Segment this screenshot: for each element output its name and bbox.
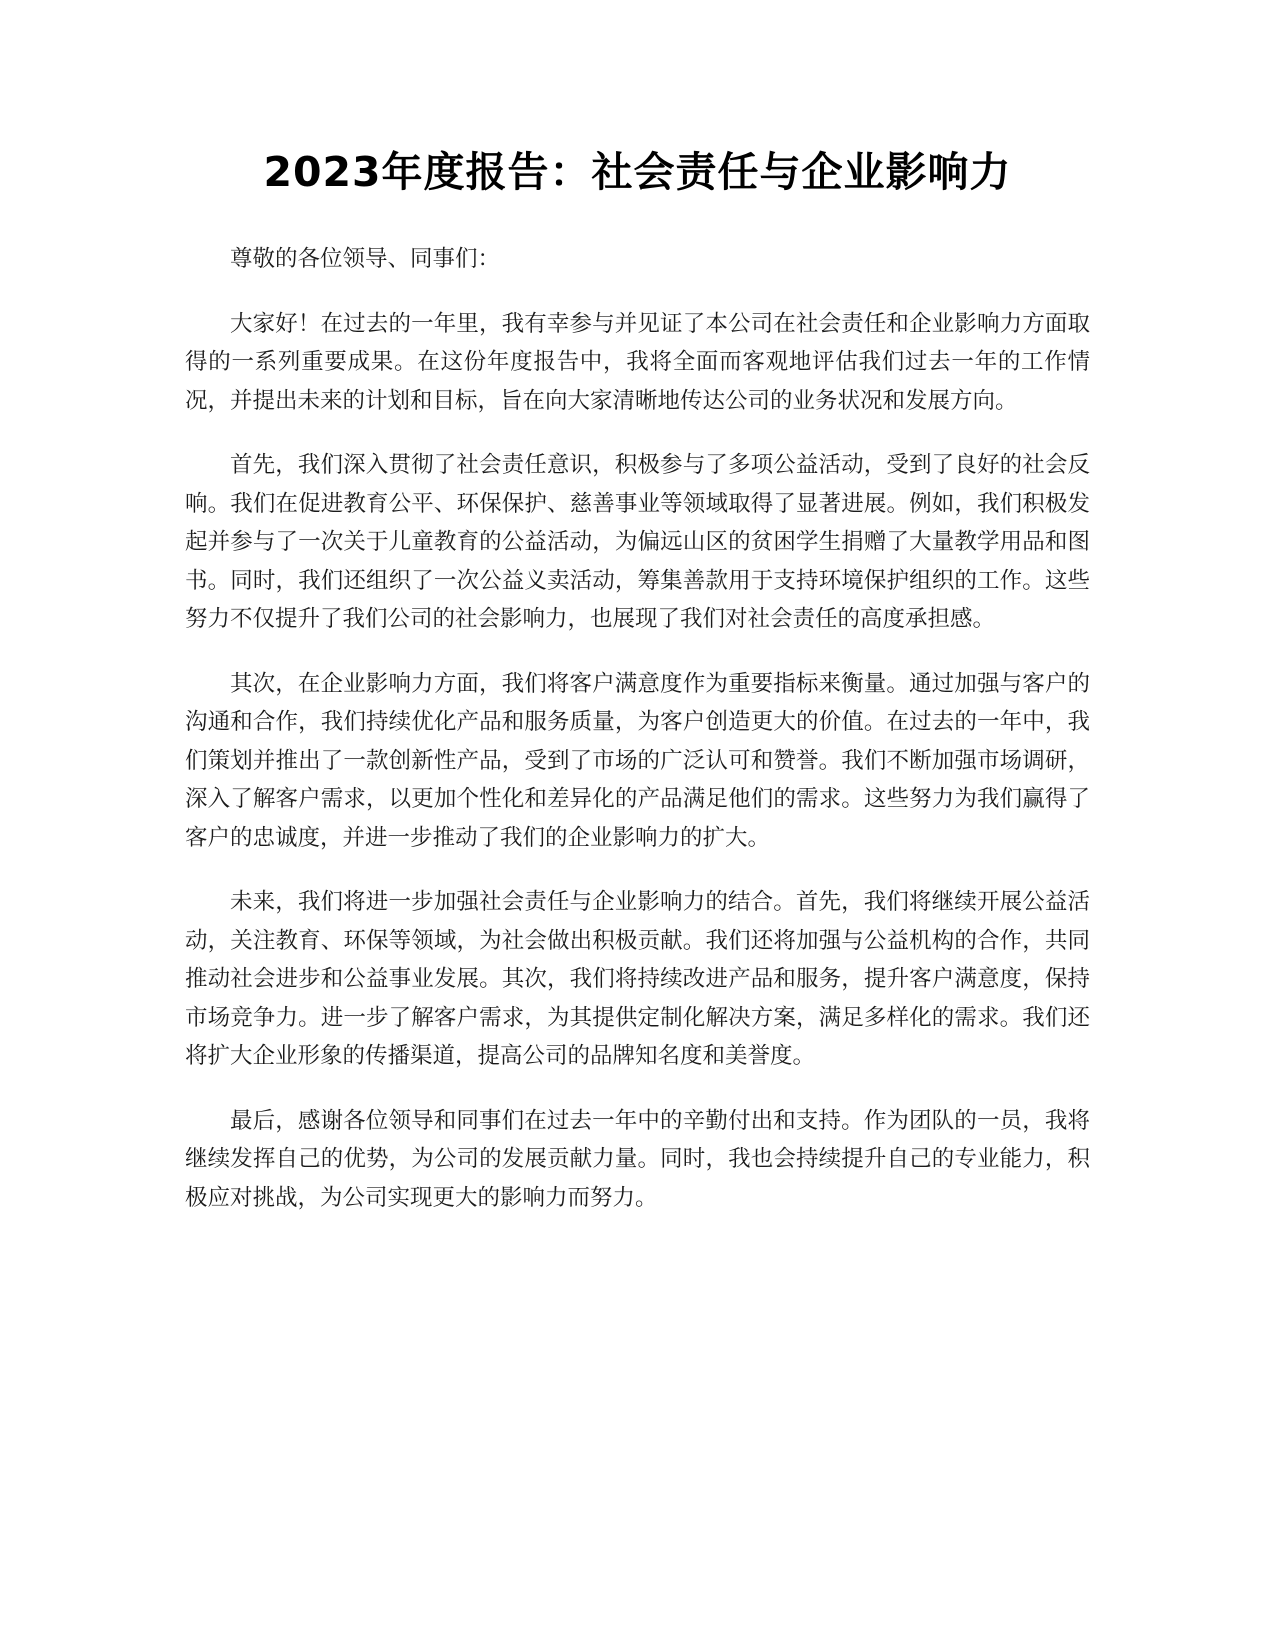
paragraph-intro: 大家好！在过去的一年里，我有幸参与并见证了本公司在社会责任和企业影响力方面取得的一系列重要成果。在这份年度报告中，我将全面而客观地评估我们过去一年的工作情况，并提出未来的计划和目标，旨在向大家清晰地传达公司的业务状况和发展方向。 xyxy=(185,310,1090,414)
paragraph-closing: 最后，感谢各位领导和同事们在过去一年中的辛勤付出和支持。作为团队的一员，我将继续发挥自己的优势，为公司的发展贡献力量。同时，我也会持续提升自己的专业能力，积极应对挑战，为公司实现更大的影响力而努力。 xyxy=(185,1107,1090,1211)
paragraph-social-responsibility: 首先，我们深入贯彻了社会责任意识，积极参与了多项公益活动，受到了良好的社会反响。我们在促进教育公平、环保保护、慈善事业等领域取得了显著进展。例如，我们积极发起并参与了一次关于儿童教育的公益活动，为偏远山区的贫困学生捐赠了大量教学用品和图书。同时，我们还组织了一次公益义卖活动，筹集善款用于支持环境保护组织的工作。这些努力不仅提升了我们公司的社会影响力，也展现了我们对社会责任的高度承担感。 xyxy=(185,452,1090,632)
paragraph-future-plans: 未来，我们将进一步加强社会责任与企业影响力的结合。首先，我们将继续开展公益活动，关注教育、环保等领域，为社会做出积极贡献。我们还将加强与公益机构的合作，共同推动社会进步和公益事业发展。其次，我们将持续改进产品和服务，提升客户满意度，保持市场竞争力。进一步了解客户需求，为其提供定制化解决方案，满足多样化的需求。我们还将扩大企业形象的传播渠道，提高公司的品牌知名度和美誉度。 xyxy=(185,889,1090,1069)
document-title: 2023年度报告：社会责任与企业影响力 xyxy=(263,148,1012,196)
greeting-paragraph: 尊敬的各位领导、同事们： xyxy=(230,246,501,272)
paragraph-corporate-influence: 其次，在企业影响力方面，我们将客户满意度作为重要指标来衡量。通过加强与客户的沟通和合作，我们持续优化产品和服务质量，为客户创造更大的价值。在过去的一年中，我们策划并推出了一款创新性产品，受到了市场的广泛认可和赞誉。我们不断加强市场调研，深入了解客户需求，以更加个性化和差异化的产品满足他们的需求。这些努力为我们赢得了客户的忠诚度，并进一步推动了我们的企业影响力的扩大。 xyxy=(185,670,1090,851)
document-body xyxy=(185,240,1090,1243)
